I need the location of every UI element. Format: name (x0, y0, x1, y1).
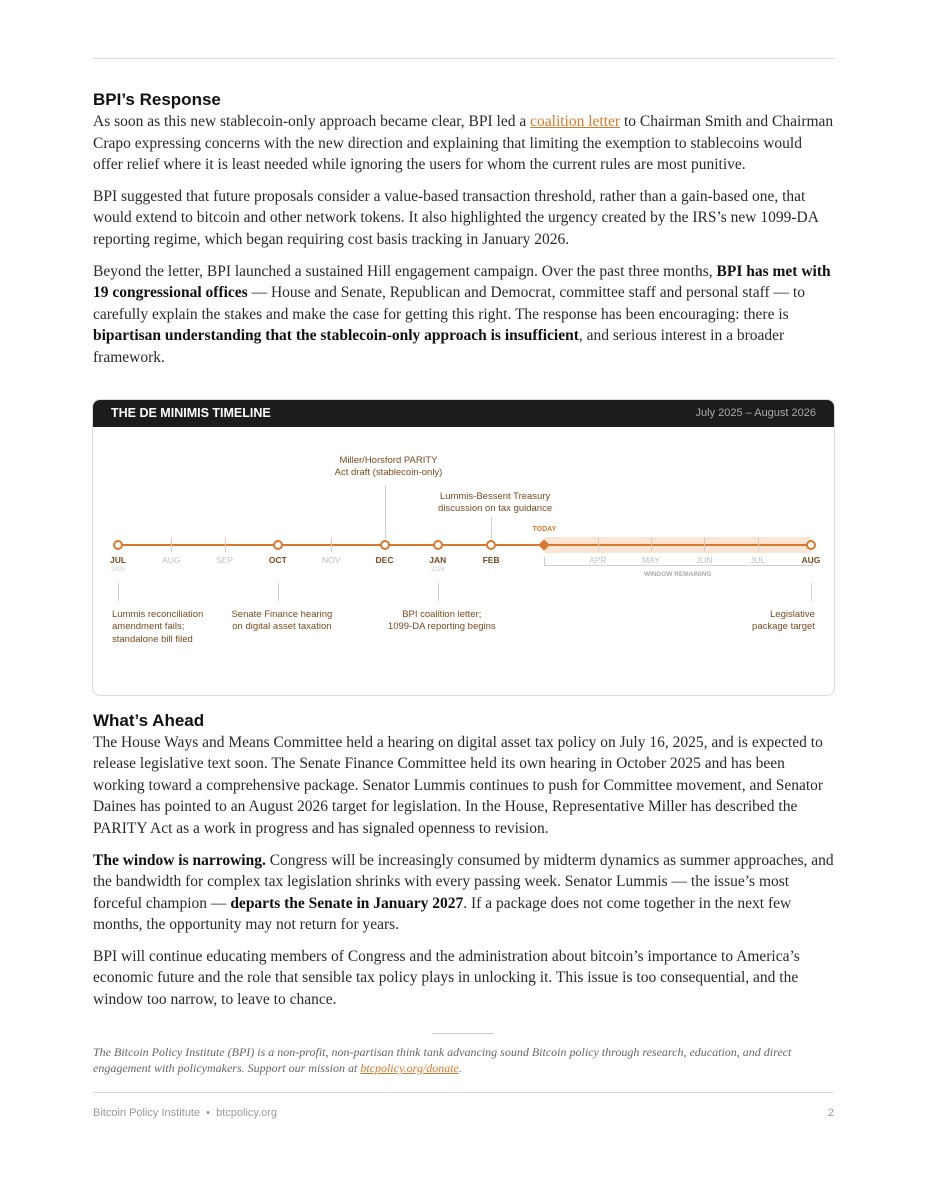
month-label: JUL (109, 554, 127, 565)
event-connector (811, 583, 812, 601)
top-divider (93, 58, 834, 59)
event-connector (438, 583, 439, 601)
today-label: TODAY (532, 525, 557, 533)
event-connector (118, 583, 119, 601)
year-label: 2025 (111, 566, 125, 573)
event-label-line: standalone bill filed (112, 633, 193, 645)
response-paragraph-2: BPI suggested that future proposals consider a value-based transaction threshold, rather than a gain-based one, that would extend to bitcoin and other network tokens. It also highlighted the urgency created by the IRS’s new 1099-DA reporting regime, which began requiring cost basis tracking in January 2026. (93, 187, 819, 248)
text: The Bitcoin Policy Institute (BPI) is a non-profit, non-partisan think tank advancing sound Bitcoin policy through research, education, and direct engagement with policymakers. Support our mission at (93, 1044, 792, 1075)
timeline-card (92, 399, 835, 696)
month-tick (225, 538, 226, 552)
timeline-header (93, 400, 834, 427)
short-divider (432, 1033, 494, 1034)
event-label-line: Lummis-Bessent Treasury (439, 490, 551, 502)
event-label-line: 1099-DA reporting begins (387, 621, 496, 633)
month-tick (704, 538, 705, 552)
timeline-range: July 2025 – August 2026 (695, 407, 816, 420)
timeline-body (93, 427, 834, 695)
text: , and serious interest in a broader framework. (93, 327, 785, 366)
event-dot-icon (380, 540, 390, 550)
footer-site[interactable]: btcpolicy.org (216, 1106, 278, 1119)
section-heading-ahead: What’s Ahead (93, 710, 205, 730)
response-paragraph-3 (93, 261, 834, 369)
window-remaining-label: WINDOW REMAINING (643, 570, 712, 578)
event-label-line: package target (752, 621, 815, 633)
event-label-line: Lummis reconciliation (112, 608, 204, 620)
month-label: MAY (642, 554, 660, 565)
month-label: APR (588, 554, 607, 565)
footer-left (93, 1107, 277, 1119)
event-dot-icon (273, 540, 283, 550)
text: to Chairman Smith and Chairman Crapo expressing concerns with the new direction and explaining that limiting the exemption to stablecoins would offer relief where it is least needed while ignoring the users for whom the current rules are most punitive. (93, 113, 834, 174)
coalition-letter-link[interactable]: coalition letter (530, 113, 621, 130)
event-connector (385, 485, 386, 539)
month-label: NOV (321, 554, 341, 565)
event-dot-icon (433, 540, 443, 550)
footer-org: Bitcoin Policy Institute (93, 1106, 200, 1119)
text: . If a package does not come together in the next few months, the opportunity may not return for years. (93, 894, 792, 934)
section-heading-response: BPI’s Response (93, 90, 221, 109)
text: . (458, 1060, 462, 1075)
month-tick (598, 538, 599, 552)
text: Beyond the letter, BPI launched a sustained Hill engagement campaign. Over the past three months, (93, 262, 717, 280)
month-label: OCT (268, 554, 287, 565)
month-label: DEC (375, 554, 394, 565)
event-label-line: amendment fails; (112, 621, 185, 633)
month-label: SEP (216, 554, 234, 565)
ahead-paragraph-3: BPI will continue educating members of Congress and the administration about bitcoin’s importance to America’s economic future and the role that sensible tax policy plays in unlocking it. This issue is too consequential, and the window too narrow, to leave to chance. (93, 947, 800, 1009)
month-tick (171, 538, 172, 552)
text: — House and Senate, Republican and Democrat, committee staff and personal staff — to carefully explain the stakes and make the case for getting this right. The response has been encouraging: there is (93, 284, 805, 323)
event-label-line: BPI coalition letter; (402, 608, 482, 620)
ahead-paragraph-2 (93, 850, 834, 936)
event-label (388, 609, 496, 634)
event-label (335, 455, 443, 480)
event-dot-icon (486, 540, 496, 550)
month-tick (331, 538, 332, 552)
event-label-line: Legislative (770, 608, 815, 620)
bold-text: departs the Senate in January 2027 (230, 894, 464, 912)
month-label: AUG (801, 554, 821, 565)
month-tick (758, 538, 759, 552)
text: Congress will be increasingly consumed by midterm dynamics as summer approaches, and the bandwidth for complex tax legislation shrinks with every passing week. Senator Lummis — the issue’s most forceful champion — (93, 851, 834, 912)
page-number: 2 (827, 1106, 834, 1119)
event-label (752, 609, 815, 634)
month-label: JAN (429, 554, 447, 565)
event-connector (278, 583, 279, 601)
event-label-line: Miller/Horsford PARITY (339, 454, 438, 466)
footer-divider (93, 1092, 834, 1093)
bold-text: bipartisan understanding that the stablecoin-only approach is insufficient (93, 327, 579, 345)
text: As soon as this new stablecoin-only approach became clear, BPI led a (93, 113, 531, 130)
response-paragraph-1 (93, 111, 834, 176)
event-label-line: Senate Finance hearing (231, 608, 333, 620)
month-tick (651, 538, 652, 552)
month-label: JUN (696, 554, 713, 565)
event-dot-icon (113, 540, 123, 550)
event-label (438, 491, 552, 516)
event-label-line: Act draft (stablecoin-only) (334, 467, 443, 479)
timeline-title: THE DE MINIMIS TIMELINE (111, 406, 271, 421)
event-label-line: on digital asset taxation (232, 621, 332, 633)
donate-link[interactable]: btcpolicy.org/donate (360, 1060, 459, 1075)
ahead-paragraph-1: The House Ways and Means Committee held a hearing on digital asset tax policy on July 16, 2025, and is expected to release legislative text soon. The Senate Finance Committee held its own hearing in October 2025 and has been working toward a comprehensive package. Senator Lummis continues to push for Committee movement, and Senator Daines has pointed to an August 2026 target for legislation. In the House, Representative Miller has described the PARITY Act as a work in progress and has signaled openness to revision. (93, 733, 824, 837)
about-note (93, 1044, 834, 1076)
bold-text: The window is narrowing. (93, 851, 266, 869)
event-label (112, 609, 203, 647)
event-dot-icon (806, 540, 816, 550)
event-connector (491, 517, 492, 539)
year-label: 2026 (431, 566, 445, 573)
month-label: FEB (482, 554, 500, 565)
month-label: JUL (750, 554, 766, 565)
footer (93, 1107, 834, 1119)
month-label: AUG (162, 554, 181, 565)
bold-text: BPI has met with 19 congressional offices (93, 262, 831, 302)
event-label (231, 609, 332, 634)
event-label-line: discussion on tax guidance (438, 503, 553, 515)
footer-separator: • (206, 1106, 210, 1119)
timeline-axis (118, 544, 811, 546)
